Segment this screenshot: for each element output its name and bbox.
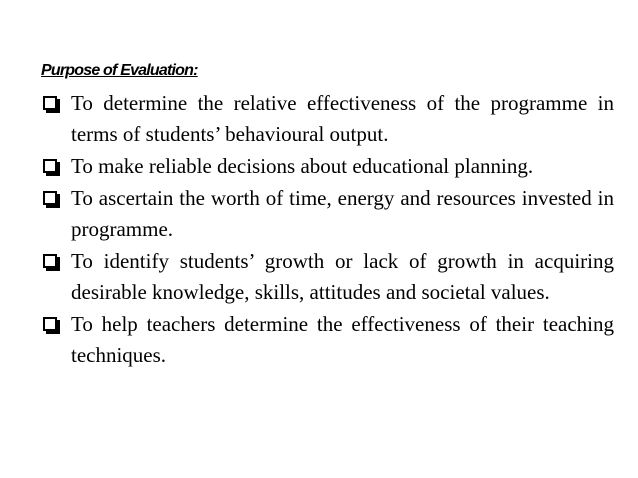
bullet-text: To make reliable decisions about educational planning.	[71, 154, 534, 178]
bullet-item	[42, 246, 614, 308]
bullet-text: To determine the relative effectiveness of the programme in terms of students’ behavioural output.	[71, 91, 614, 146]
checkbox-icon	[43, 96, 57, 110]
bullet-list	[42, 88, 614, 372]
bullet-item	[42, 309, 614, 371]
bullet-text: To help teachers determine the effectiveness of their teaching techniques.	[71, 312, 614, 367]
checkbox-icon	[43, 317, 57, 331]
slide-heading: Purpose of Evaluation:	[41, 62, 198, 79]
bullet-text: To identify students’ growth or lack of growth in acquiring desirable knowledge, skills, attitudes and societal values.	[71, 249, 614, 304]
checkbox-icon	[43, 254, 57, 268]
bullet-item	[42, 88, 614, 150]
bullet-text: To ascertain the worth of time, energy and resources invested in programme.	[71, 186, 614, 241]
bullet-item	[42, 183, 614, 245]
bullet-item	[42, 151, 614, 182]
checkbox-icon	[43, 191, 57, 205]
checkbox-icon	[43, 159, 57, 173]
